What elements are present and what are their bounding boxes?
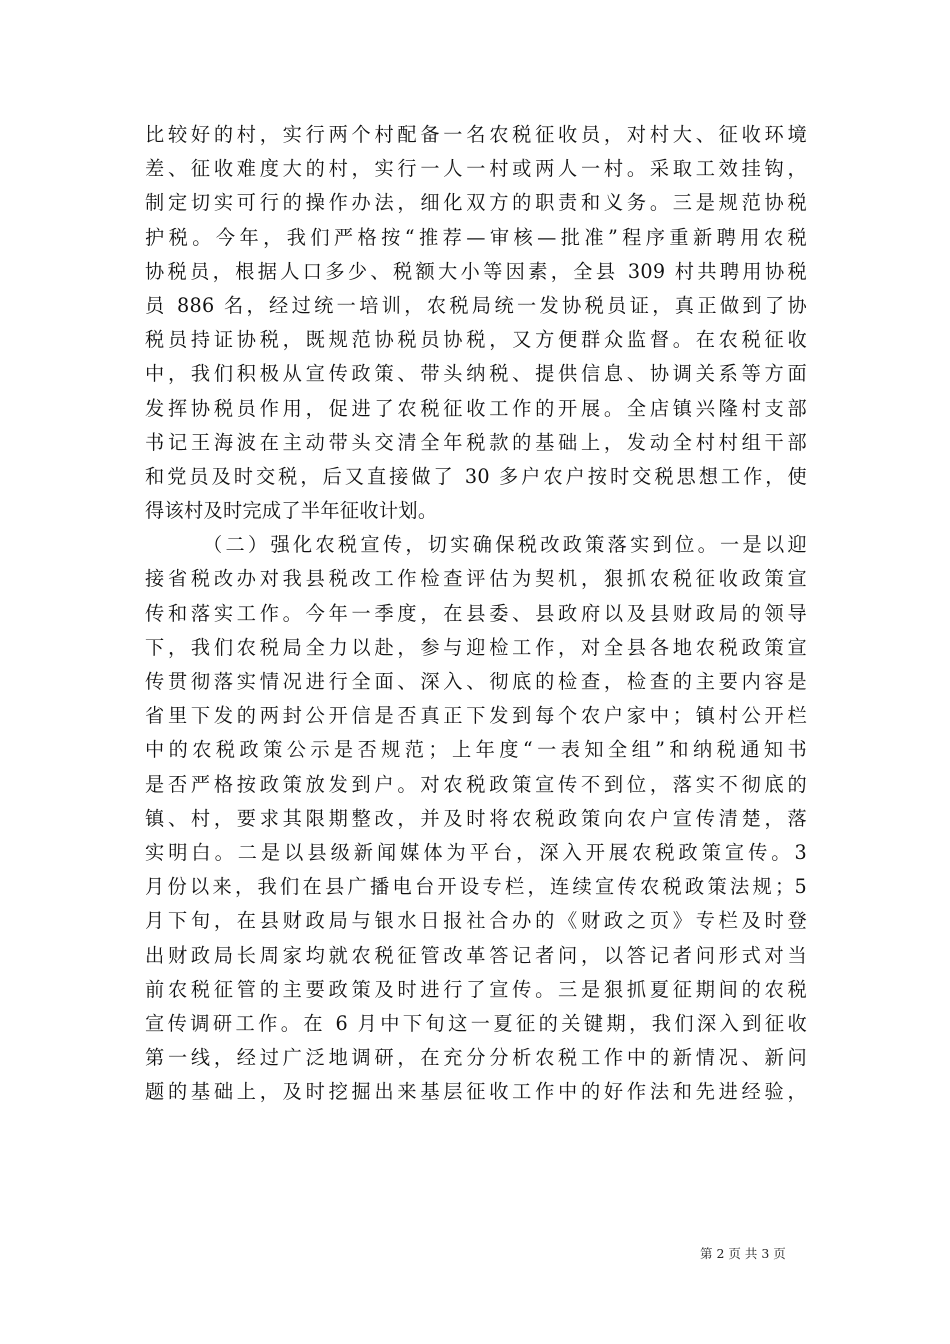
document-body xyxy=(145,118,807,1109)
text-line: 出财政局长周家均就农税征管改革答记者问，以答记者问形式对当 xyxy=(145,943,807,967)
text-line: 协税员，根据人口多少、税额大小等因素，全县 309 村共聘用协税 xyxy=(145,259,807,283)
text-line: 省里下发的两封公开信是否真正下发到每个农户家中；镇村公开栏 xyxy=(145,704,807,728)
text-line: 月下旬，在县财政局与银水日报社合办的《财政之页》专栏及时登 xyxy=(145,909,807,933)
text-line: 题的基础上，及时挖掘出来基层征收工作中的好作法和先进经验， xyxy=(145,1080,807,1104)
text-line: 员 886 名，经过统一培训，农税局统一发协税员证，真正做到了协 xyxy=(145,293,807,317)
text-line: 镇、村，要求其限期整改，并及时将农税政策向农户宣传清楚，落 xyxy=(145,806,807,830)
text-line: 得该村及时完成了半年征收计划。 xyxy=(145,499,438,523)
page-number: 第 2 页 共 3 页 xyxy=(700,1246,786,1261)
paragraph-2 xyxy=(145,528,807,1109)
text-line: 宣传调研工作。在 6 月中下旬这一夏征的关键期，我们深入到征收 xyxy=(145,1011,807,1035)
text-line: 传贯彻落实情况进行全面、深入、彻底的检查，检查的主要内容是 xyxy=(145,670,807,693)
text-line: 传和落实工作。今年一季度，在县委、县政府以及县财政局的领导 xyxy=(145,601,807,625)
text-line: 中的农税政策公示是否规范；上年度“一表知全组”和纳税通知书 xyxy=(145,738,807,762)
text-line: 是否严格按政策放发到户。对农税政策宣传不到位，落实不彻底的 xyxy=(145,772,807,796)
text-line: 第一线，经过广泛地调研，在充分分析农税工作中的新情况、新问 xyxy=(145,1046,807,1070)
text-line: 下，我们农税局全力以赴，参与迎检工作，对全县各地农税政策宣 xyxy=(145,635,807,659)
text-line: 比较好的村，实行两个村配备一名农税征收员，对村大、征收环境 xyxy=(145,123,807,146)
text-line: 接省税改办对我县税改工作检查评估为契机，狠抓农税征收政策宣 xyxy=(145,567,807,591)
text-line: 发挥协税员作用，促进了农税征收工作的开展。全店镇兴隆村支部 xyxy=(145,396,807,420)
text-line: 书记王海波在主动带头交清全年税款的基础上，发动全村村组干部 xyxy=(145,430,807,454)
text-line: 月份以来，我们在县广播电台开设专栏，连续宣传农税政策法规；5 xyxy=(145,875,807,899)
text-line: 制定切实可行的操作办法，细化双方的职责和义务。三是规范协税 xyxy=(145,191,807,215)
text-line: 前农税征管的主要政策及时进行了宣传。三是狠抓夏征期间的农税 xyxy=(145,977,807,1001)
text-line: （二）强化农税宣传，切实确保税改政策落实到位。一是以迎 xyxy=(203,533,807,557)
text-line: 和党员及时交税，后又直接做了 30 多户农户按时交税思想工作，使 xyxy=(145,464,807,488)
text-line: 税员持证协税，既规范协税员协税，又方便群众监督。在农税征收 xyxy=(145,328,807,352)
text-line: 中，我们积极从宣传政策、带头纳税、提供信息、协调关系等方面 xyxy=(145,362,807,386)
text-line: 实明白。二是以县级新闻媒体为平台，深入开展农税政策宣传。3 xyxy=(145,840,807,864)
text-line: 护税。今年，我们严格按“推荐—审核—批准”程序重新聘用农税 xyxy=(145,225,807,249)
text-line: 差、征收难度大的村，实行一人一村或两人一村。采取工效挂钩， xyxy=(145,157,807,181)
paragraph-1 xyxy=(145,118,807,528)
